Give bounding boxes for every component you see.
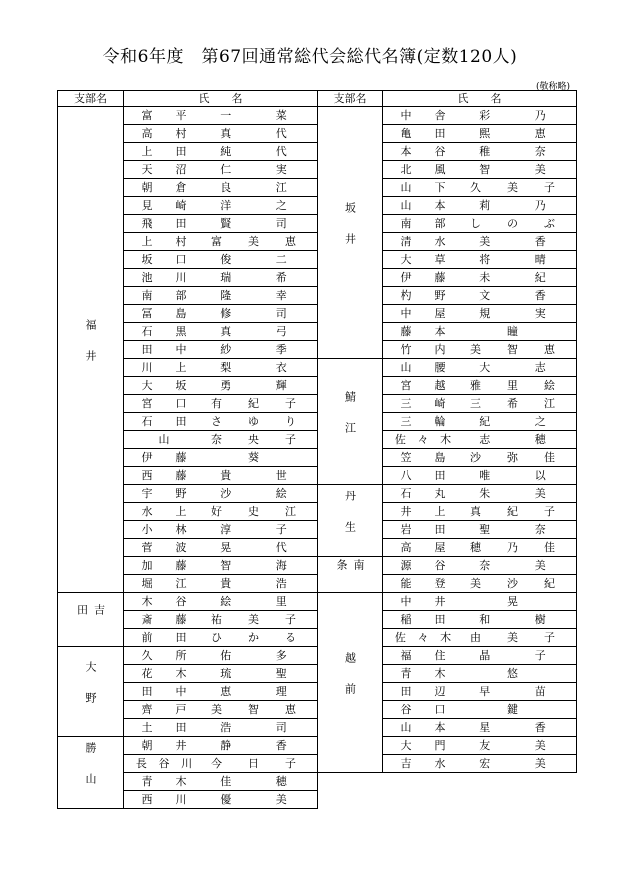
given-name: 真 代 <box>220 127 287 140</box>
given-name: 智 海 <box>220 559 287 572</box>
family-name: 福 住 <box>400 649 446 662</box>
family-name: 谷 口 <box>400 703 446 716</box>
family-name: 飛 田 <box>141 217 187 230</box>
family-name: 池 川 <box>141 271 187 284</box>
family-name: 朝 倉 <box>141 181 187 194</box>
member-name <box>124 791 318 809</box>
member-row <box>318 107 577 125</box>
family-name: 石 田 <box>141 415 187 428</box>
family-name: 上 村 <box>141 235 187 248</box>
name-header: 氏 名 <box>124 91 318 107</box>
family-name: 土 田 <box>141 721 187 734</box>
member-name <box>124 233 318 251</box>
family-name: 山 本 <box>400 199 446 212</box>
family-name: 能 登 <box>400 577 446 590</box>
given-name: 未 紀 <box>479 271 546 284</box>
family-name: 藤 本 <box>400 325 446 338</box>
given-name: 智 美 <box>479 163 546 176</box>
family-name: 岩 田 <box>400 523 446 536</box>
family-name: 清 水 <box>400 235 446 248</box>
family-name: 杓 野 <box>400 289 446 302</box>
given-name: 瑞 希 <box>220 271 287 284</box>
member-name <box>124 701 318 719</box>
roster-table-left <box>57 90 318 809</box>
member-name <box>383 449 577 467</box>
given-name: 文 香 <box>479 289 546 302</box>
given-name: 恵 理 <box>220 685 287 698</box>
given-name: 美 香 <box>479 235 546 248</box>
member-name <box>383 161 577 179</box>
member-name <box>383 503 577 521</box>
given-name: 佑 多 <box>220 649 287 662</box>
family-name: 中 井 <box>400 595 446 608</box>
family-name: 大 門 <box>400 739 446 752</box>
member-name <box>124 449 318 467</box>
member-row <box>318 485 577 503</box>
member-name <box>124 341 318 359</box>
given-name: 鍵 <box>507 703 518 716</box>
member-name <box>383 611 577 629</box>
family-name: 久 所 <box>141 649 187 662</box>
member-name <box>383 557 577 575</box>
given-name: 朱 美 <box>479 487 546 500</box>
family-name: 前 田 <box>141 631 187 644</box>
given-name: 規 実 <box>479 307 546 320</box>
given-name: 晃 代 <box>220 541 287 554</box>
member-name <box>124 215 318 233</box>
family-name: 伊 藤 <box>141 451 187 464</box>
given-name: 葵 <box>248 451 259 464</box>
member-name <box>124 323 318 341</box>
member-name <box>383 737 577 755</box>
family-name: 佐 々 木 <box>394 631 452 644</box>
given-name: 穂 乃 佳 <box>470 541 555 554</box>
member-name <box>124 647 318 665</box>
given-name: 琉 聖 <box>220 667 287 680</box>
given-name: 沙 弥 佳 <box>470 451 555 464</box>
given-name: 聖 奈 <box>479 523 546 536</box>
given-name: 洋 之 <box>220 199 287 212</box>
given-name: 今 日 子 <box>211 757 296 770</box>
given-name: 唯 以 <box>479 469 546 482</box>
given-name: 宏 美 <box>479 757 546 770</box>
given-name: 隆 幸 <box>220 289 287 302</box>
family-name: 天 沼 <box>141 163 187 176</box>
member-row <box>58 593 318 611</box>
family-name: 西 川 <box>141 793 187 806</box>
given-name: 淳 子 <box>220 523 287 536</box>
member-name <box>383 377 577 395</box>
family-name: 笠 島 <box>400 451 446 464</box>
member-name <box>383 359 577 377</box>
family-name: 北 風 <box>400 163 446 176</box>
branch-name: 鯖江 <box>318 359 383 485</box>
branch-name: 南条 <box>318 557 383 593</box>
given-name: 莉 乃 <box>479 199 546 212</box>
member-name <box>124 125 318 143</box>
member-name <box>383 683 577 701</box>
member-name <box>383 125 577 143</box>
given-name: 静 香 <box>220 739 287 752</box>
member-name <box>383 233 577 251</box>
given-name: 修 司 <box>220 307 287 320</box>
family-name: 加 藤 <box>141 559 187 572</box>
member-name <box>383 521 577 539</box>
given-name: 良 江 <box>220 181 287 194</box>
member-name <box>383 701 577 719</box>
member-name <box>383 107 577 125</box>
given-name: 晃 <box>507 595 518 608</box>
member-name <box>383 323 577 341</box>
given-name: 紀 之 <box>479 415 546 428</box>
given-name: 優 美 <box>220 793 287 806</box>
family-name: 源 谷 <box>400 559 446 572</box>
family-name: 本 谷 <box>400 145 446 158</box>
page-title: 令和6年度 第67回通常総代会総代名簿(定数120人) <box>102 47 518 67</box>
given-name: 美 智 恵 <box>470 343 555 356</box>
given-name: 俊 二 <box>220 253 287 266</box>
member-name <box>383 431 577 449</box>
member-name <box>383 143 577 161</box>
family-name: 冨 島 <box>141 307 187 320</box>
family-name: 中 舎 <box>400 109 446 122</box>
given-name: 将 晴 <box>479 253 546 266</box>
given-name: 美 智 恵 <box>211 703 296 716</box>
member-name <box>124 287 318 305</box>
given-name: 有 紀 子 <box>211 397 296 410</box>
member-name <box>124 377 318 395</box>
member-row <box>58 107 318 125</box>
member-name <box>124 269 318 287</box>
given-name: 晶 子 <box>479 649 546 662</box>
member-name <box>124 629 318 647</box>
family-name: 宇 野 <box>141 487 187 500</box>
family-name: 見 崎 <box>141 199 187 212</box>
given-name: 稚 奈 <box>479 145 546 158</box>
family-name: 中 屋 <box>400 307 446 320</box>
member-name <box>383 467 577 485</box>
given-name: 沙 絵 <box>220 487 287 500</box>
member-name <box>124 161 318 179</box>
given-name: 瞳 <box>507 325 518 338</box>
member-name <box>124 719 318 737</box>
member-name <box>124 521 318 539</box>
branch-name: 大野 <box>58 647 124 737</box>
member-name <box>383 593 577 611</box>
member-name <box>124 611 318 629</box>
given-name: 真 紀 子 <box>470 505 555 518</box>
member-name <box>383 287 577 305</box>
given-name: さ ゆ り <box>211 415 296 428</box>
given-name: 奈 央 子 <box>211 433 296 446</box>
family-name: 斎 藤 <box>141 613 187 626</box>
given-name: 由 美 子 <box>470 631 555 644</box>
given-name: 星 香 <box>479 721 546 734</box>
family-name: 青 木 <box>141 775 187 788</box>
member-name <box>124 179 318 197</box>
family-name: 山 <box>158 433 170 446</box>
member-name <box>124 755 318 773</box>
given-name: 佳 穂 <box>220 775 287 788</box>
member-name <box>383 197 577 215</box>
member-name <box>124 575 318 593</box>
family-name: 田 辺 <box>400 685 446 698</box>
family-name: 朝 井 <box>141 739 187 752</box>
branch-name: 吉田 <box>58 593 124 647</box>
family-name: 田 中 <box>141 343 187 356</box>
member-name <box>383 719 577 737</box>
member-name <box>383 305 577 323</box>
name-header: 氏 名 <box>383 91 577 107</box>
member-name <box>124 773 318 791</box>
given-name: 美 沙 紀 <box>470 577 555 590</box>
family-name: 大 草 <box>400 253 446 266</box>
member-name <box>124 503 318 521</box>
branch-name: 勝山 <box>58 737 124 809</box>
given-name: 梨 衣 <box>220 361 287 374</box>
family-name: 川 上 <box>141 361 187 374</box>
family-name: 小 林 <box>141 523 187 536</box>
member-name <box>383 539 577 557</box>
family-name: 水 上 <box>141 505 187 518</box>
member-name <box>124 593 318 611</box>
family-name: 高 村 <box>141 127 187 140</box>
member-name <box>383 575 577 593</box>
given-name: 一 菜 <box>220 109 287 122</box>
given-name: 絵 里 <box>220 595 287 608</box>
member-name <box>124 539 318 557</box>
given-name: 祐 美 子 <box>211 613 296 626</box>
given-name: 三 希 江 <box>470 397 555 410</box>
member-name <box>124 737 318 755</box>
member-name <box>124 395 318 413</box>
given-name: 好 史 江 <box>211 505 296 518</box>
member-name <box>383 395 577 413</box>
branch-name: 福井 <box>58 107 124 593</box>
given-name: し の ぶ <box>470 217 555 230</box>
member-name <box>124 683 318 701</box>
member-name <box>383 179 577 197</box>
family-name: 高 屋 <box>400 541 446 554</box>
member-name <box>383 665 577 683</box>
member-name <box>124 665 318 683</box>
family-name: 堀 江 <box>141 577 187 590</box>
member-name <box>124 557 318 575</box>
given-name: 奈 美 <box>479 559 546 572</box>
given-name: 熙 恵 <box>479 127 546 140</box>
family-name: 竹 内 <box>400 343 446 356</box>
family-name: 三 崎 <box>400 397 446 410</box>
member-name <box>124 359 318 377</box>
family-name: 西 藤 <box>141 469 187 482</box>
member-name <box>383 215 577 233</box>
family-name: 井 上 <box>400 505 446 518</box>
family-name: 宮 越 <box>400 379 446 392</box>
family-name: 富 平 <box>141 109 187 122</box>
member-name <box>124 485 318 503</box>
given-name: 和 樹 <box>479 613 546 626</box>
member-name <box>383 485 577 503</box>
member-row <box>318 359 577 377</box>
family-name: 石 黒 <box>141 325 187 338</box>
family-name: 田 中 <box>141 685 187 698</box>
family-name: 山 腰 <box>400 361 446 374</box>
given-name: 勇 輝 <box>220 379 287 392</box>
family-name: 佐 々 木 <box>394 433 452 446</box>
given-name: 雅 里 絵 <box>470 379 555 392</box>
family-name: 亀 田 <box>400 127 446 140</box>
honorific-note: (敬称略) <box>535 82 570 92</box>
given-name: 純 代 <box>220 145 287 158</box>
family-name: 南 部 <box>141 289 187 302</box>
given-name: 彩 乃 <box>479 109 546 122</box>
member-name <box>124 251 318 269</box>
branch-name: 坂井 <box>318 107 383 359</box>
family-name: 長 谷 川 <box>135 757 193 770</box>
member-name <box>124 467 318 485</box>
member-name <box>124 305 318 323</box>
family-name: 山 本 <box>400 721 446 734</box>
family-name: 吉 水 <box>400 757 446 770</box>
family-name: 宮 口 <box>141 397 187 410</box>
member-row <box>318 557 577 575</box>
member-row <box>58 647 318 665</box>
family-name: 菅 波 <box>141 541 187 554</box>
given-name: 久 美 子 <box>470 181 555 194</box>
family-name: 齊 戸 <box>141 703 187 716</box>
member-name <box>124 143 318 161</box>
member-name <box>383 269 577 287</box>
given-name: 貴 浩 <box>220 577 287 590</box>
member-row <box>58 737 318 755</box>
family-name: 三 輪 <box>400 415 446 428</box>
given-name: 貴 世 <box>220 469 287 482</box>
member-name <box>383 755 577 773</box>
family-name: 八 田 <box>400 469 446 482</box>
given-name: ひ か る <box>211 631 296 644</box>
given-name: 賢 司 <box>220 217 287 230</box>
given-name: 大 志 <box>479 361 546 374</box>
family-name: 上 田 <box>141 145 187 158</box>
given-name: 真 弓 <box>220 325 287 338</box>
given-name: 仁 実 <box>220 163 287 176</box>
family-name: 伊 藤 <box>400 271 446 284</box>
branch-name: 丹生 <box>318 485 383 557</box>
member-name <box>383 251 577 269</box>
member-name <box>383 341 577 359</box>
given-name: 浩 司 <box>220 721 287 734</box>
member-name <box>124 413 318 431</box>
given-name: 悠 <box>507 667 518 680</box>
roster-table-right <box>317 90 577 773</box>
branch-name: 越前 <box>318 593 383 773</box>
member-name <box>124 197 318 215</box>
family-name: 南 部 <box>400 217 446 230</box>
family-name: 坂 口 <box>141 253 187 266</box>
given-name: 富 美 恵 <box>211 235 296 248</box>
family-name: 青 木 <box>400 667 446 680</box>
member-name <box>383 629 577 647</box>
branch-header: 支部名 <box>58 91 124 107</box>
family-name: 木 谷 <box>141 595 187 608</box>
given-name: 早 苗 <box>479 685 546 698</box>
member-row <box>318 593 577 611</box>
member-name <box>124 431 318 449</box>
branch-header: 支部名 <box>318 91 383 107</box>
family-name: 石 丸 <box>400 487 446 500</box>
member-name <box>383 647 577 665</box>
member-name <box>124 107 318 125</box>
member-name <box>383 413 577 431</box>
family-name: 稲 田 <box>400 613 446 626</box>
given-name: 志 穂 <box>479 433 546 446</box>
given-name: 紗 季 <box>220 343 287 356</box>
family-name: 大 坂 <box>141 379 187 392</box>
given-name: 友 美 <box>479 739 546 752</box>
family-name: 花 木 <box>141 667 187 680</box>
family-name: 山 下 <box>400 181 446 194</box>
